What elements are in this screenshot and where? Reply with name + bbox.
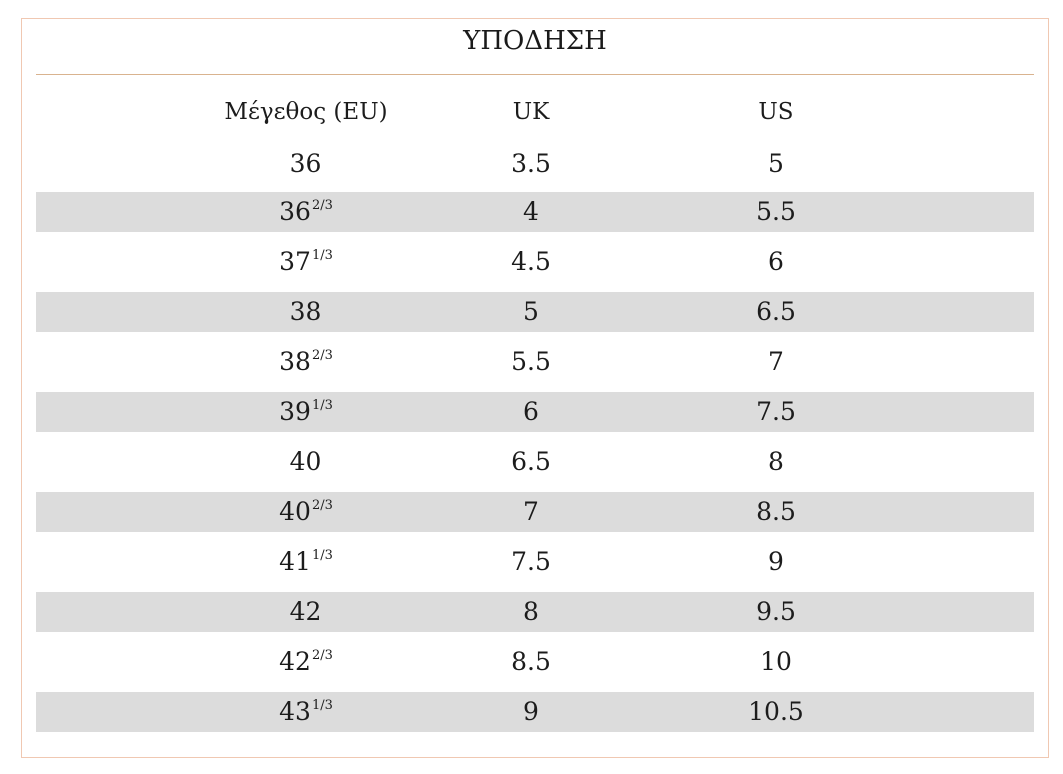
cell-eu: 38 xyxy=(289,297,322,326)
table-row xyxy=(36,342,1034,382)
header-uk: UK xyxy=(512,99,550,125)
cell-eu: $40^{2/3}$ xyxy=(279,497,333,526)
table-row xyxy=(36,642,1034,682)
header-eu: Μέγεθος (EU) xyxy=(224,99,388,125)
cell-eu: $36^{2/3}$ xyxy=(279,197,333,226)
cell-uk: 9 xyxy=(523,697,539,726)
cell-uk: 7 xyxy=(523,497,539,526)
cell-us: 9.5 xyxy=(756,597,796,626)
cell-uk: 3.5 xyxy=(511,149,551,178)
cell-uk: 8 xyxy=(523,597,539,626)
cell-uk: 8.5 xyxy=(511,647,551,676)
cell-us: 6 xyxy=(768,247,784,276)
cell-eu: 40 xyxy=(289,447,322,476)
cell-us: 8.5 xyxy=(756,497,796,526)
table-row xyxy=(36,542,1034,582)
cell-us: 8 xyxy=(768,447,784,476)
cell-us: 9 xyxy=(768,547,784,576)
table-row xyxy=(36,692,1034,732)
cell-us: 6.5 xyxy=(756,297,796,326)
cell-eu: $39^{1/3}$ xyxy=(279,397,333,426)
page-title: ΥΠΟΔΗΣΗ xyxy=(463,26,607,56)
table-row xyxy=(36,442,1034,482)
cell-eu: $42^{2/3}$ xyxy=(279,647,333,676)
cell-uk: 4 xyxy=(523,197,539,226)
cell-uk: 5.5 xyxy=(511,347,551,376)
cell-uk: 6.5 xyxy=(511,447,551,476)
cell-us: 5 xyxy=(768,149,784,178)
table-row xyxy=(36,492,1034,532)
table-header-row xyxy=(36,92,1034,132)
cell-uk: 5 xyxy=(523,297,539,326)
cell-us: 7.5 xyxy=(756,397,796,426)
table-row xyxy=(36,192,1034,232)
cell-us: 7 xyxy=(768,347,784,376)
cell-eu: $37^{1/3}$ xyxy=(279,247,333,276)
table-row xyxy=(36,242,1034,282)
cell-eu: 36 xyxy=(289,149,322,178)
cell-uk: 4.5 xyxy=(511,247,551,276)
table-row xyxy=(36,392,1034,432)
cell-eu: $43^{1/3}$ xyxy=(279,697,333,726)
cell-us: 10.5 xyxy=(748,697,804,726)
table-row xyxy=(36,592,1034,632)
cell-eu: $41^{1/3}$ xyxy=(279,547,333,576)
table-row xyxy=(36,292,1034,332)
title-divider xyxy=(36,74,1034,75)
table-row xyxy=(36,144,1034,184)
header-us: US xyxy=(758,99,794,125)
cell-us: 5.5 xyxy=(756,197,796,226)
cell-eu: $38^{2/3}$ xyxy=(279,347,333,376)
cell-eu: 42 xyxy=(289,597,322,626)
cell-uk: 6 xyxy=(523,397,539,426)
cell-us: 10 xyxy=(760,647,792,676)
cell-uk: 7.5 xyxy=(511,547,551,576)
